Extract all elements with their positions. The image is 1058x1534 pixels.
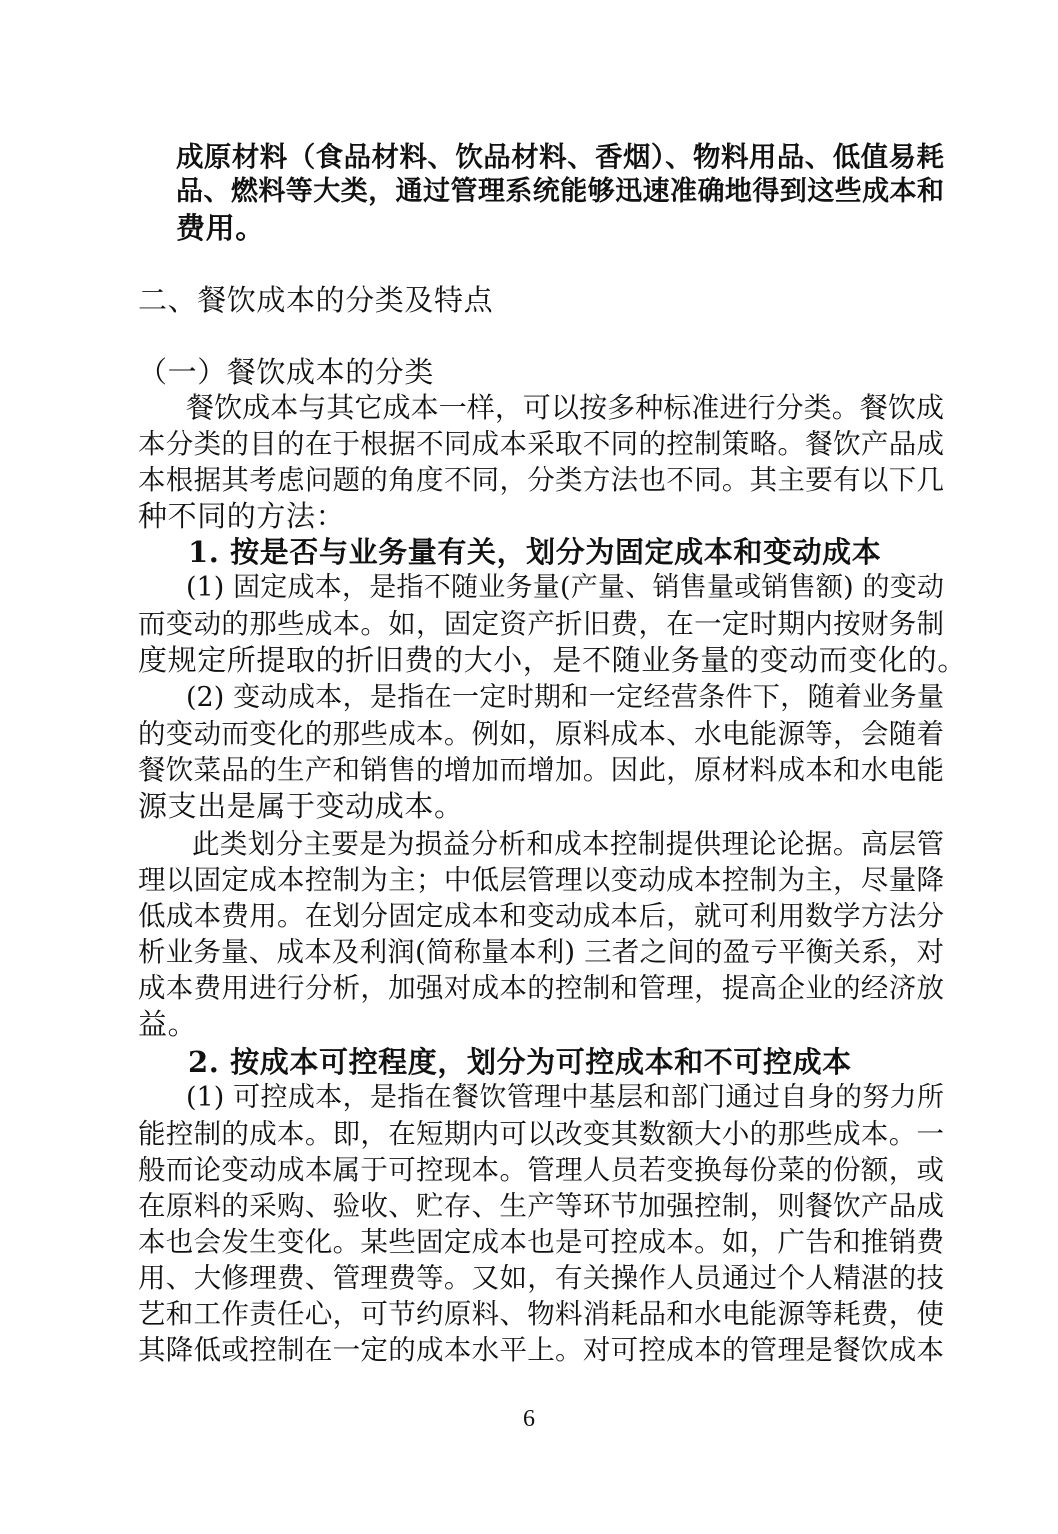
text-line: (1) 固定成本，是指不随业务量(产量、销售量或销售额) 的变动 xyxy=(186,572,944,603)
text-line: (1) 可控成本，是指在餐饮管理中基层和部门通过自身的努力所 xyxy=(186,1082,944,1113)
text-line: 析业务量、成本及利润(简称量本利) 三者之间的盈亏平衡关系，对 xyxy=(138,936,944,968)
text-line: 艺和工作责任心，可节约原料、物料消耗品和水电能源等耗费，使 xyxy=(138,1298,944,1330)
text-line: 的变动而变化的那些成本。例如，原料成本、水电能源等，会随着 xyxy=(138,718,944,750)
text-line: 成原材料（食品材料、饮品材料、香烟）、物料用品、低值易耗 xyxy=(176,141,944,173)
text-line: 理以固定成本控制为主；中低层管理以变动成本控制为主，尽量降 xyxy=(138,864,944,896)
text-line: 源支出是属于变动成本。 xyxy=(138,789,464,823)
text-line: 本根据其考虑问题的角度不同，分类方法也不同。其主要有以下几 xyxy=(138,464,944,496)
text-line: 餐饮成本与其它成本一样，可以按多种标准进行分类。餐饮成 xyxy=(186,391,944,424)
text-line: 此类划分主要是为损益分析和成本控制提供理论论据。高层管 xyxy=(192,828,944,860)
page-number: 6 xyxy=(523,1406,535,1432)
text-line: 本也会发生变化。某些固定成本也是可控成本。如，广告和推销费 xyxy=(138,1226,944,1258)
text-line: 成本费用进行分析，加强对成本的控制和管理，提高企业的经济放 xyxy=(138,972,944,1004)
text-line: 能控制的成本。即，在短期内可以改变其数额大小的那些成本。一 xyxy=(138,1118,944,1150)
subsection-heading: （一）餐饮成本的分类 xyxy=(138,355,435,389)
text-line: 低成本费用。在划分固定成本和变动成本后，就可利用数学方法分 xyxy=(138,900,944,932)
text-line: 而变动的那些成本。如，固定资产折旧费，在一定时期内按财务制 xyxy=(138,608,944,640)
text-line: 度规定所提取的折旧费的大小，是不随业务量的变动而变化的。 xyxy=(138,643,967,677)
item-heading: 2. 按成本可控程度，划分为可控成本和不可控成本 xyxy=(188,1045,852,1079)
text-line: 本分类的目的在于根据不同成本采取不同的控制策略。餐饮产品成 xyxy=(138,428,944,460)
text-line: 种不同的方法： xyxy=(138,499,346,533)
text-line: (2) 变动成本，是指在一定时期和一定经营条件下，随着业务量 xyxy=(186,682,944,713)
section-heading: 二、餐饮成本的分类及特点 xyxy=(138,283,494,317)
item-heading: 1. 按是否与业务量有关，划分为固定成本和变动成本 xyxy=(188,535,882,569)
text-line: 在原料的采购、验收、贮存、生产等环节加强控制，则餐饮产品成 xyxy=(138,1190,944,1222)
text-line: 用、大修理费、管理费等。又如，有关操作人员通过个人精湛的技 xyxy=(138,1262,944,1294)
text-line: 其降低或控制在一定的成本水平上。对可控成本的管理是餐饮成本 xyxy=(138,1334,944,1366)
text-line: 益。 xyxy=(138,1007,198,1041)
text-line: 品、燃料等大类，通过管理系统能够迅速准确地得到这些成本和 xyxy=(176,176,944,207)
text-line: 般而论变动成本属于可控现本。管理人员若变换每份菜的份额，或 xyxy=(138,1154,944,1186)
text-line: 餐饮菜品的生产和销售的增加而增加。因此，原材料成本和水电能 xyxy=(138,754,944,786)
text-line: 费用。 xyxy=(176,211,265,245)
